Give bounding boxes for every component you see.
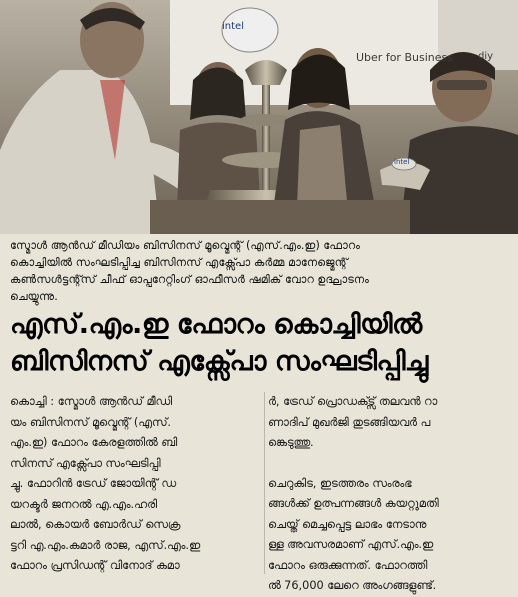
body-line: ചെയ്ത് മെച്ചപ്പെട്ട ലാഭം നേടാനു — [268, 517, 427, 531]
headline-line-2: ബിസിനസ് എക്സ്പോ സംഘടിപ്പിച്ചു — [10, 346, 428, 377]
body-line: യറക്ടർ ജനറൽ എ.എം.ഹരി — [10, 497, 158, 511]
headline-line-1: എസ്.എം.ഇ ഫോറം കൊച്ചിയിൽ — [10, 309, 422, 340]
body-line: ട്ടറി എ.എം.കമാർ രാജ, എസ്.എം.ഇ — [10, 538, 201, 552]
podium-intel-logo: intel — [394, 158, 410, 166]
news-photo — [0, 0, 518, 234]
article-column-left — [10, 392, 262, 577]
body-line: ഫോറം ഒരുക്കുന്നത്. ഫോറത്തി — [268, 558, 428, 572]
uber-for-business-sign: Uber for Business — [356, 51, 453, 64]
body-line: സിനസ് എക്സ്പോ സംഘടിപ്പി — [10, 456, 161, 470]
caption-line: സ്മോൾ ആൻഡ് മീഡിയം ബിസിനസ് മൂവ്മെന്റ് (എസ്.എം.ഇ) ഫോറം — [10, 239, 360, 252]
body-line: ണാദിപ് മുഖർജി തുടങ്ങിയവർ പ — [268, 415, 431, 429]
article-column-right — [268, 392, 512, 597]
body-line: ങ്കെടുത്തു. — [268, 436, 314, 449]
intel-logo: intel — [222, 21, 244, 32]
paragraph-gap — [268, 454, 512, 474]
lamp-lighting-photo — [0, 0, 518, 234]
caption-line: കൊച്ചിയിൽ സംഘടിപ്പിച്ച ബിസിനസ് എക്സ്പോ കർമ്മ മാനേജ്മെന്റ് — [10, 256, 348, 269]
diy-sign: diy — [478, 51, 494, 62]
body-line: ൽ 76,000 ലേറെ അംഗങ്ങളുണ്ട്. — [268, 579, 437, 592]
body-line: ച്ചു. ഫോറിൻ ട്രേഡ് ജോയിന്റ് ഡ — [10, 477, 177, 490]
body-line: ങ്ങൾക്ക് ഉത്പന്നങ്ങൾ കയറ്റുമതി — [268, 497, 439, 510]
body-line: ലാൽ, കൊയർ ബോർഡ് സെക്ര — [10, 518, 181, 531]
column-divider — [264, 392, 265, 574]
photo-caption — [10, 237, 508, 305]
body-line: യം ബിസിനസ് മൂവ്മെന്റ് (എസ്. — [10, 415, 171, 429]
caption-line: കൺസൾട്ടന്റ്സ് ചീഫ് ഓപ്പറേറ്റിംഗ് ഓഫീസർ ഷമിക് വോറ ഉദ്ഘാടനം — [10, 273, 369, 286]
body-line: ചെറുകിട, ഇടത്തരം സംരംഭ — [268, 476, 412, 490]
body-line: ഫോറം പ്രസിഡന്റ് വിനോദ് കമാ — [10, 559, 180, 572]
headline — [10, 306, 508, 380]
body-line: കൊച്ചി : സ്മോൾ ആൻഡ് മീഡി — [10, 395, 173, 408]
body-line: എം.ഇ) ഫോറം കേരളത്തിൽ ബി — [10, 436, 178, 449]
body-line: ർ, ട്രേഡ് പ്രൊഡക്ട്സ് തലവൻ റാ — [268, 395, 438, 408]
caption-line: ചെയ്യുന്നു. — [10, 290, 58, 303]
body-line: ള്ള അവസരമാണ് എസ്.എം.ഇ — [268, 538, 434, 551]
